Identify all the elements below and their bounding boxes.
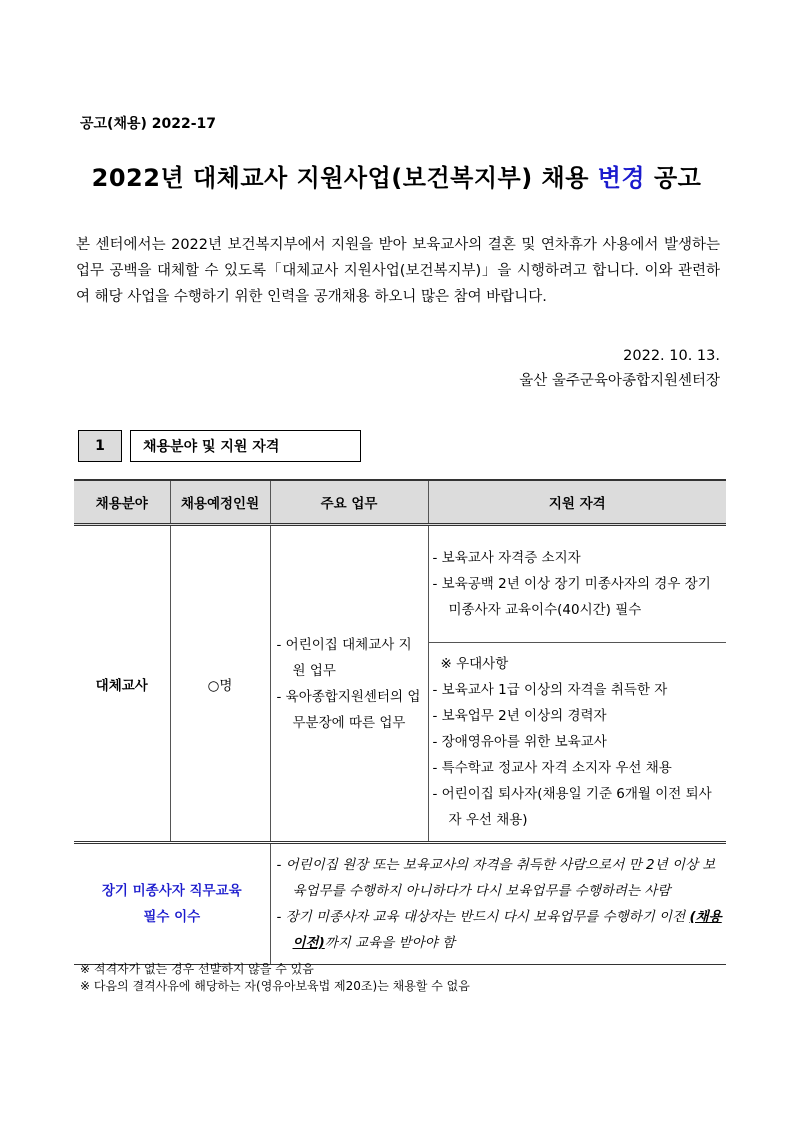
field-cell: 대체교사: [74, 525, 170, 843]
training-item: - 어린이집 원장 또는 보육교사의 자격을 취득한 사람으로서 만 2년 이상 보육업무를 수행하지 아니하다가 다시 보육업무를 수행하려는 사람: [276, 857, 716, 899]
requirement-item: - 보육교사 자격증 소지자: [432, 550, 581, 566]
issue-block: [519, 344, 720, 394]
training-item2-post: 까지 교육을 받아야 함: [324, 935, 456, 951]
duties-cell: [270, 525, 428, 843]
training-item: [277, 904, 723, 956]
recruitment-table: [74, 479, 726, 965]
note-item: ※ 적격자가 없는 경우 선발하지 않을 수 있음: [80, 962, 314, 976]
note-item: ※ 다음의 결격사유에 해당하는 자(영유아보육법 제20조)는 채용할 수 없음: [80, 979, 470, 993]
title-part1: 2022년 대체교사 지원사업(보건복지부) 채용: [91, 164, 598, 192]
title-highlight: 변경: [597, 164, 646, 192]
duty-item: - 어린이집 대체교사 지원 업무: [276, 636, 412, 679]
issue-date: 2022. 10. 13.: [623, 348, 720, 364]
preference-item: - 어린이집 퇴사자(채용일 기준 6개월 이전 퇴사자 우선 채용): [432, 786, 712, 828]
table-row: [74, 843, 726, 965]
notes: [80, 961, 470, 995]
preference-item: - 보육교사 1급 이상의 자격을 취득한 자: [432, 682, 668, 698]
page-title: [0, 158, 793, 193]
training-item2-underline: (채용 이전): [292, 909, 722, 951]
training-label: [74, 843, 270, 965]
training-content: [270, 843, 726, 965]
header-headcount: 채용예정인원: [170, 480, 270, 525]
issuer-name: 울산 울주군육아종합지원센터장: [519, 373, 720, 389]
table-row: [74, 525, 726, 643]
preferences-title: ※ 우대사항: [440, 656, 509, 672]
training-item2-pre: - 장기 미종사자 교육 대상자는 반드시 다시 보육업무를 수행하기 이전: [276, 909, 690, 925]
training-label-line2: 필수 이수: [143, 909, 201, 925]
preference-item: - 장애영유아를 위한 보육교사: [432, 734, 607, 750]
intro-section: [76, 232, 720, 310]
title-part2: 공고: [645, 164, 702, 192]
header-requirements: 지원 자격: [428, 480, 726, 525]
preference-item: - 특수학교 정교사 자격 소지자 우선 채용: [432, 760, 672, 776]
notice-number: 공고(채용) 2022-17: [80, 116, 217, 132]
headcount-cell: ○명: [170, 525, 270, 843]
duty-item: - 육아종합지원센터의 업무분장에 따른 업무: [276, 688, 421, 731]
table-header-row: [74, 480, 726, 525]
section-number: 1: [78, 430, 122, 462]
intro-paragraph: 본 센터에서는 2022년 보건복지부에서 지원을 받아 보육교사의 결혼 및 연차휴가 사용에서 발생하는 업무 공백을 대체할 수 있도록「대체교사 지원사업(보건복지부)」을 시행하려고 합니다. 이와 관련하여 해당 사업을 수행하기 위한 인력을 공개채용 하오니 많은 참여 바랍니다.: [76, 237, 720, 305]
requirements-cell: [428, 525, 726, 643]
header-duties: 주요 업무: [270, 480, 428, 525]
header-field: 채용분야: [74, 480, 170, 525]
section-title: 채용분야 및 지원 자격: [130, 430, 361, 462]
requirement-item: - 보육공백 2년 이상 장기 미종사자의 경우 장기 미종사자 교육이수(40시간) 필수: [432, 576, 711, 618]
preference-item: - 보육업무 2년 이상의 경력자: [432, 708, 607, 724]
preferences-cell: [428, 643, 726, 843]
training-label-line1: 장기 미종사자 직무교육: [101, 883, 242, 899]
